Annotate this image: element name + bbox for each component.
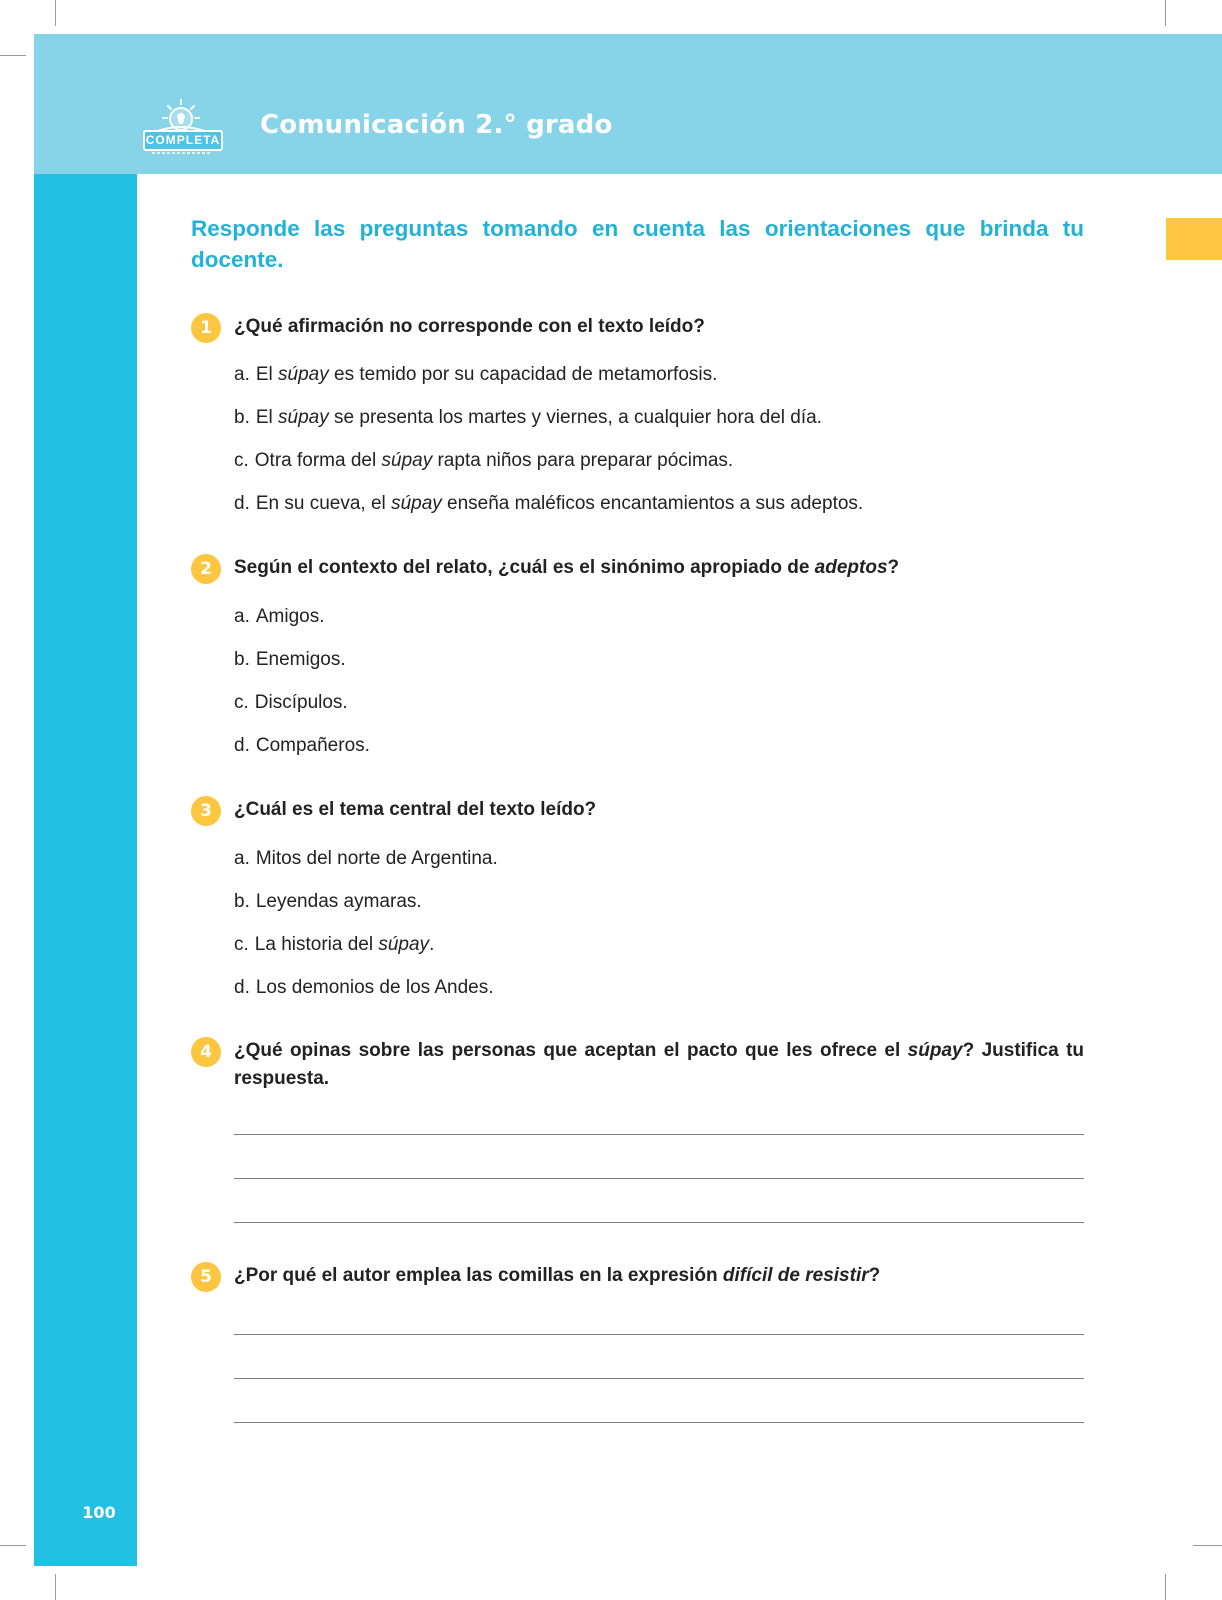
answer-line[interactable] <box>234 1222 1084 1223</box>
option-text: Amigos. <box>255 606 325 627</box>
option-letter: a. <box>234 606 250 627</box>
question-number-badge: 4 <box>191 1037 221 1067</box>
option-letter: b. <box>234 407 250 428</box>
question-text-part: ? <box>868 1265 881 1286</box>
option-text: Los demonios de los Andes. <box>255 977 494 998</box>
option-text: Leyendas aymaras. <box>255 891 422 912</box>
option-text: Mitos del norte de Argentina. <box>255 848 498 869</box>
answer-option[interactable] <box>234 690 348 716</box>
option-text: es temido por su capacidad de metamorfosis. <box>328 364 718 385</box>
crop-mark <box>0 55 26 56</box>
option-text: Enemigos. <box>255 649 346 670</box>
option-text: El <box>255 407 279 428</box>
option-text: enseña maléficos encantamientos a sus adeptos. <box>441 493 864 514</box>
answer-line[interactable] <box>234 1134 1084 1135</box>
question-text-part: ¿Qué opinas sobre las personas que aceptan el pacto que les ofrece el <box>234 1040 908 1061</box>
answer-option[interactable] <box>234 448 733 474</box>
option-text: Otra forma del <box>254 450 382 471</box>
crop-mark <box>0 1545 26 1546</box>
section-tab <box>1166 218 1222 260</box>
option-emphasis: súpay <box>391 493 442 514</box>
answer-line[interactable] <box>234 1334 1084 1335</box>
page-header-title: Comunicación 2.° grado <box>260 110 613 140</box>
option-letter: b. <box>234 891 250 912</box>
page-number: 100 <box>82 1503 116 1522</box>
question-number-badge: 1 <box>191 313 221 343</box>
option-letter: a. <box>234 848 250 869</box>
answer-option[interactable] <box>234 932 434 958</box>
instruction-heading: Responde las preguntas tomando en cuenta las orientaciones que brinda tu docente. <box>191 216 1084 272</box>
crop-mark <box>55 1574 56 1600</box>
question-text-part: ¿Por qué el autor emplea las comillas en la expresión <box>234 1265 723 1286</box>
question-text-part: ? Justifica tu respuesta. <box>234 1040 1084 1089</box>
crop-mark <box>55 0 56 26</box>
answer-option[interactable] <box>234 491 863 517</box>
question-number-badge: 3 <box>191 796 221 826</box>
option-letter: d. <box>234 735 250 756</box>
question-text <box>234 1262 1084 1290</box>
option-letter: d. <box>234 977 250 998</box>
answer-option[interactable] <box>234 405 822 431</box>
answer-option[interactable] <box>234 362 717 388</box>
option-text: se presenta los martes y viernes, a cualquier hora del día. <box>328 407 822 428</box>
question-emphasis: difícil de resistir <box>722 1265 869 1286</box>
question-text: ¿Cuál es el tema central del texto leído? <box>234 799 597 820</box>
logo-wordmark: COMPLETA <box>143 130 223 151</box>
option-emphasis: súpay <box>378 934 430 955</box>
option-letter: c. <box>234 692 249 713</box>
header-bleed <box>1166 34 1222 174</box>
answer-option[interactable] <box>234 733 370 759</box>
option-emphasis: súpay <box>278 407 329 428</box>
question-number-badge: 2 <box>191 554 221 584</box>
crop-mark <box>1193 1545 1222 1546</box>
answer-option[interactable] <box>234 647 346 673</box>
answer-line[interactable] <box>234 1378 1084 1379</box>
option-text: En su cueva, el <box>255 493 392 514</box>
option-text: El <box>255 364 279 385</box>
answer-line[interactable] <box>234 1178 1084 1179</box>
question-text <box>234 554 1084 582</box>
option-letter: d. <box>234 493 250 514</box>
question-text <box>234 1037 1084 1093</box>
option-emphasis: súpay <box>381 450 433 471</box>
option-text: . <box>429 934 435 955</box>
crop-mark <box>1165 0 1166 26</box>
question-emphasis: adeptos <box>814 557 888 578</box>
question-text-part: ? <box>887 557 900 578</box>
answer-option[interactable] <box>234 975 494 1001</box>
option-emphasis: súpay <box>278 364 329 385</box>
answer-option[interactable] <box>234 846 498 872</box>
answer-option[interactable] <box>234 889 422 915</box>
question-emphasis: súpay <box>907 1040 963 1061</box>
option-letter: a. <box>234 364 250 385</box>
question-text: ¿Qué afirmación no corresponde con el texto leído? <box>234 316 705 337</box>
answer-line[interactable] <box>234 1422 1084 1423</box>
left-color-bar <box>34 174 137 1566</box>
option-text: La historia del <box>254 934 379 955</box>
option-text: Discípulos. <box>254 692 348 713</box>
option-letter: c. <box>234 450 249 471</box>
question-number-badge: 5 <box>191 1262 221 1292</box>
crop-mark <box>1165 1574 1166 1600</box>
option-text: rapta niños para preparar pócimas. <box>432 450 734 471</box>
option-text: Compañeros. <box>255 735 370 756</box>
answer-option[interactable] <box>234 604 325 630</box>
question-text-part: Según el contexto del relato, ¿cuál es el sinónimo apropiado de <box>234 557 815 578</box>
option-letter: b. <box>234 649 250 670</box>
option-letter: c. <box>234 934 249 955</box>
